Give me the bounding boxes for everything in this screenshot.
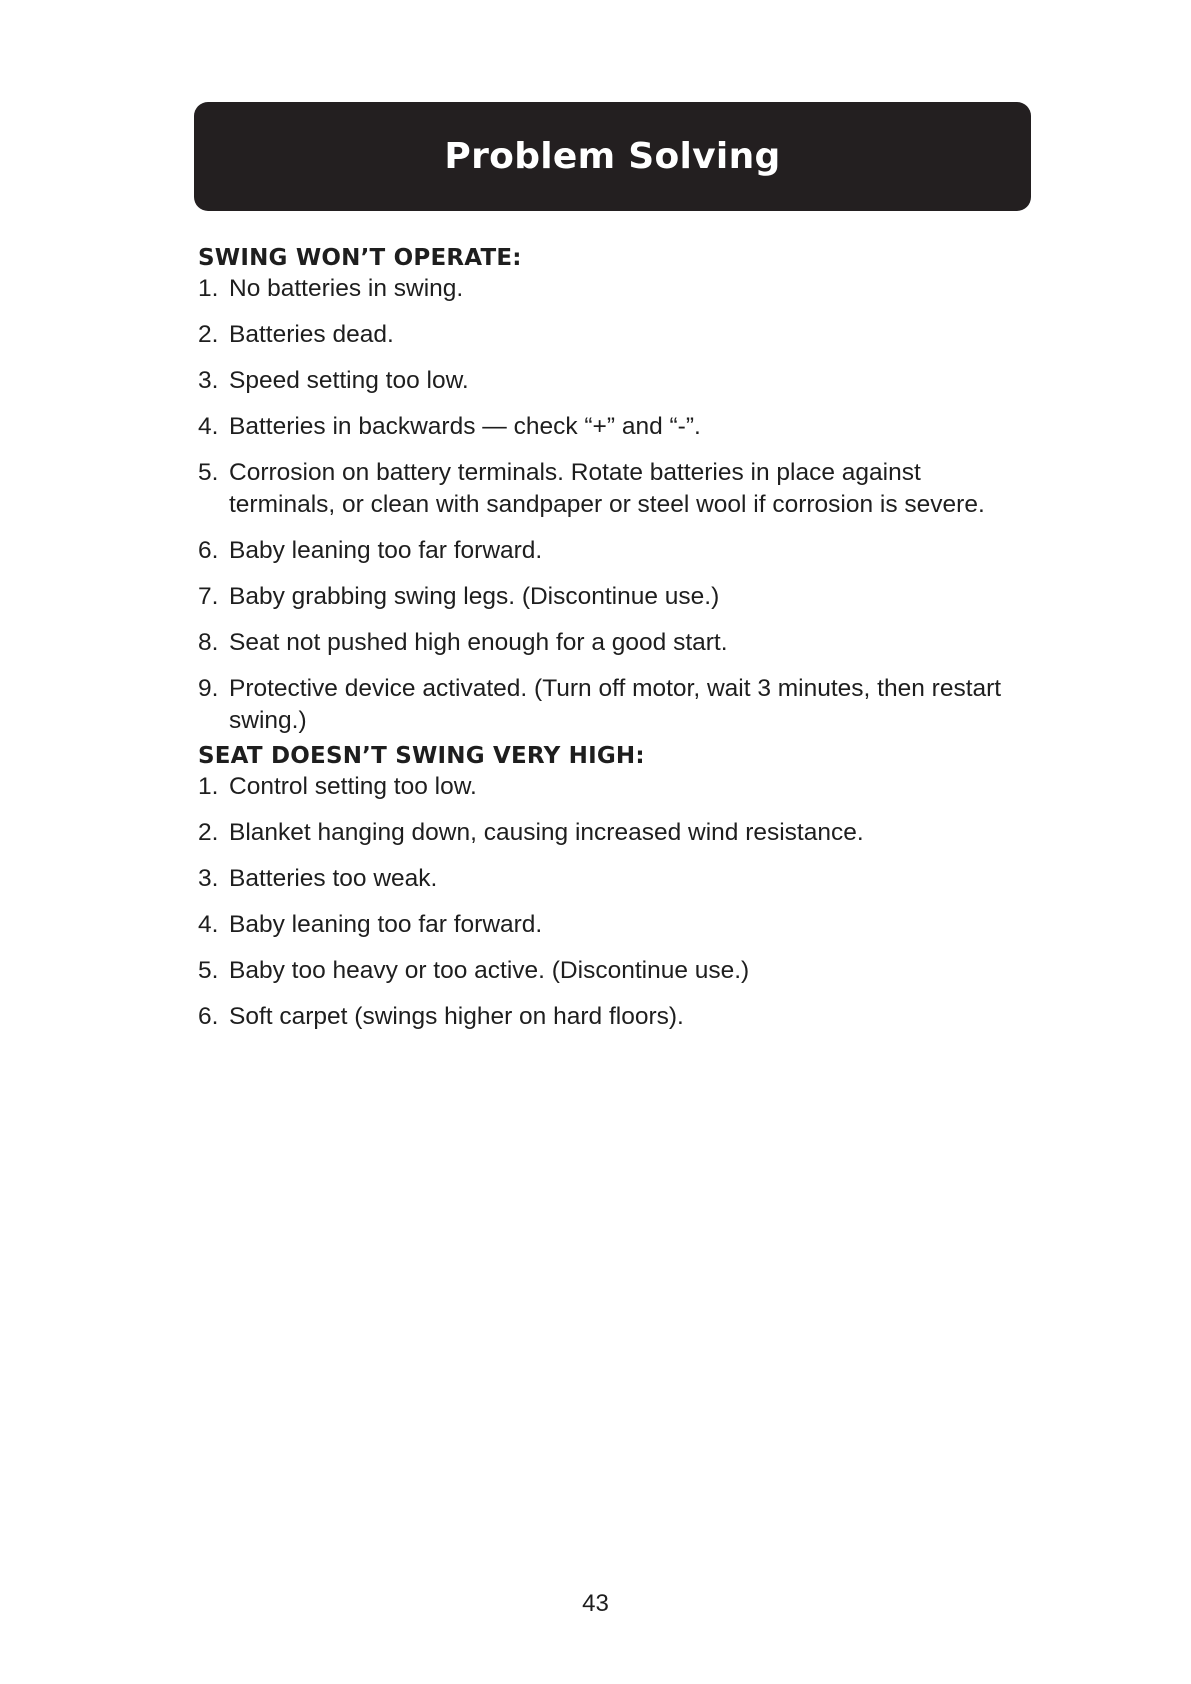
item-text: Blanket hanging down, causing increased wind resistance.	[229, 819, 864, 846]
item-number: 6.	[198, 537, 219, 564]
list-item	[198, 581, 1018, 613]
list-item	[198, 1001, 1018, 1033]
item-text: Batteries dead.	[229, 321, 394, 348]
list-item	[198, 771, 1018, 803]
swing-wont-operate-list	[198, 273, 1018, 737]
item-number: 3.	[198, 865, 219, 892]
list-item	[198, 673, 1018, 737]
item-number: 7.	[198, 583, 219, 610]
list-item	[198, 319, 1018, 351]
item-text: Baby leaning too far forward.	[229, 911, 543, 938]
section-heading-swing-wont-operate: SWING WON’T OPERATE:	[198, 245, 522, 271]
item-number: 5.	[198, 957, 219, 984]
item-number: 3.	[198, 367, 219, 394]
list-item	[198, 817, 1018, 849]
list-item	[198, 955, 1018, 987]
item-text: Baby grabbing swing legs. (Discontinue use.)	[229, 583, 720, 610]
item-number: 4.	[198, 413, 219, 440]
section-heading-seat-doesnt-swing-high: SEAT DOESN’T SWING VERY HIGH:	[198, 743, 645, 769]
item-number: 5.	[198, 459, 219, 486]
page-title: Problem Solving	[444, 136, 781, 177]
item-text: Baby leaning too far forward.	[229, 537, 543, 564]
item-number: 9.	[198, 675, 219, 702]
item-text: Baby too heavy or too active. (Discontinue use.)	[229, 957, 750, 984]
page-number: 43	[582, 1590, 609, 1617]
item-text: Batteries in backwards — check “+” and “-”.	[229, 413, 701, 440]
list-item	[198, 457, 1018, 521]
seat-doesnt-swing-high-list	[198, 771, 1018, 1033]
item-text: Protective device activated. (Turn off motor, wait 3 minutes, then restart swing.)	[229, 675, 1002, 734]
list-item	[198, 535, 1018, 567]
item-number: 8.	[198, 629, 219, 656]
list-item	[198, 909, 1018, 941]
item-number: 2.	[198, 321, 219, 348]
title-banner	[194, 102, 1031, 211]
item-text: Speed setting too low.	[229, 367, 469, 394]
list-item	[198, 365, 1018, 397]
item-number: 2.	[198, 819, 219, 846]
list-item	[198, 863, 1018, 895]
item-text: Soft carpet (swings higher on hard floors).	[229, 1003, 684, 1030]
list-item	[198, 273, 1018, 305]
item-text: Batteries too weak.	[229, 865, 438, 892]
item-text: No batteries in swing.	[229, 275, 464, 302]
item-text: Seat not pushed high enough for a good start.	[229, 629, 728, 656]
item-number: 4.	[198, 911, 219, 938]
item-text: Control setting too low.	[229, 773, 477, 800]
item-text: Corrosion on battery terminals. Rotate batteries in place against terminals, or clean with sandpaper or steel wool if corrosion is severe.	[229, 459, 985, 518]
item-number: 1.	[198, 275, 219, 302]
list-item	[198, 411, 1018, 443]
problem-solving-content	[198, 243, 1018, 1047]
list-item	[198, 627, 1018, 659]
item-number: 6.	[198, 1003, 219, 1030]
item-number: 1.	[198, 773, 219, 800]
